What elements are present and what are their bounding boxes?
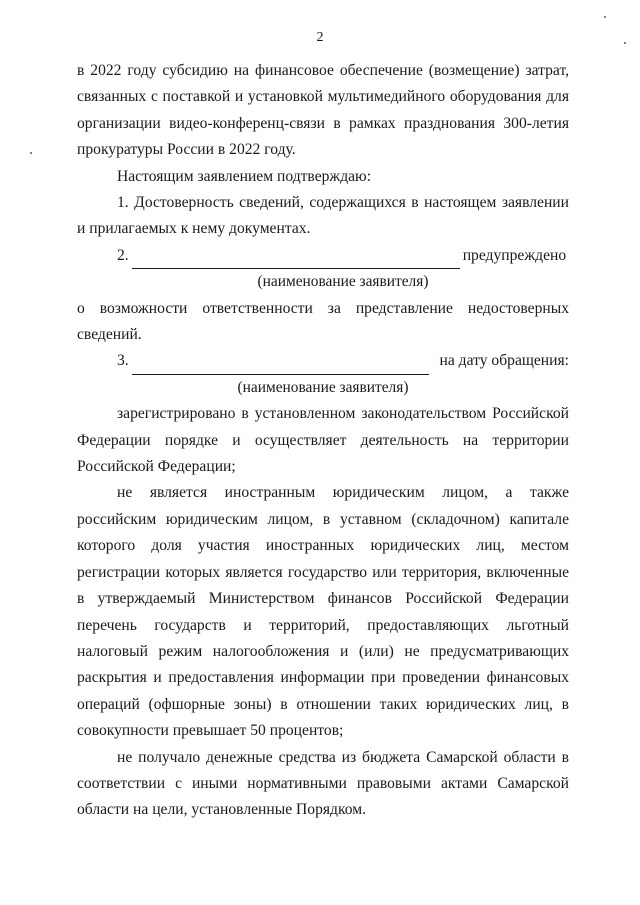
scan-speck: [30, 152, 32, 154]
item-3-tail: на дату обращения:: [439, 352, 569, 370]
item-2-tail: предупреждено: [462, 246, 567, 264]
paragraph-not-foreign: не является иностранным юридическим лицом, а также российским юридическим лицом, в уставном (складочном) капитале которого доля участия иностранных юридических лиц, местом регистрации которых является государство или территория, включенные в утверждаемый Министерством финансов Российской Федерации перечень государств и территорий, предоставляющих льготный налоговый режим налогообложения и (или) не предусматривающих раскрытия и предоставления информации при проведении финансовых операций (офшорные зоны) в отношении таких юридических лиц, в совокупности превышает 50 процентов;: [77, 484, 569, 740]
item-2-line: [77, 243, 569, 269]
item-3-line: [77, 348, 569, 374]
scan-speck: [624, 42, 626, 44]
page-number: 2: [316, 30, 324, 45]
paragraph-subsidy-purpose: в 2022 году субсидию на финансовое обеспечение (возмещение) затрат, связанных с поставкой и установкой мультимедийного оборудования для организации видео-конференц-связи в рамках празднования 300-летия прокуратуры России в 2022 году.: [77, 62, 569, 159]
paragraph-no-budget-funds: не получало денежные средства из бюджета Самарской области в соответствии с иными нормативными правовыми актами Самарской области на цели, установленные Порядком.: [77, 748, 569, 819]
paragraph-registered: зарегистрировано в установленном законодательством Российской Федерации порядке и осуществляет деятельность на территории Российской Федерации;: [77, 405, 569, 476]
scan-speck: [604, 16, 606, 18]
item-3-number: 3.: [117, 352, 129, 370]
item-2-caption: (наименование заявителя): [257, 273, 429, 291]
paragraph-item-2-continuation: о возможности ответственности за представление недостоверных сведений.: [77, 299, 569, 344]
applicant-name-blank-2: [132, 249, 460, 269]
document-body: [77, 58, 569, 824]
paragraph-item-1: 1. Достоверность сведений, содержащихся в настоящем заявлении и прилагаемых к нему документах.: [77, 194, 569, 238]
applicant-name-blank-3: [132, 355, 429, 375]
item-3-caption: (наименование заявителя): [237, 378, 409, 396]
item-2-number: 2.: [117, 246, 129, 264]
paragraph-confirmation-intro: Настоящим заявлением подтверждаю:: [117, 167, 372, 185]
